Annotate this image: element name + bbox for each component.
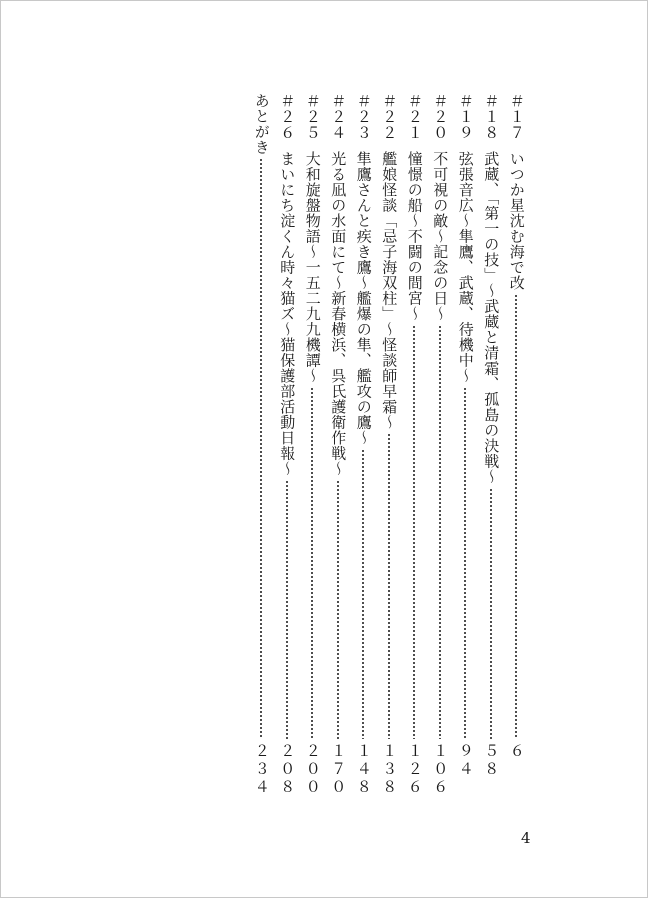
dot-leader [464, 387, 466, 740]
dot-leader [439, 325, 441, 740]
toc-entry-page: １０６ [431, 743, 450, 797]
toc-entry-21[interactable] [402, 93, 428, 795]
toc-entry-page: ２０８ [278, 743, 297, 797]
dot-leader [260, 158, 262, 739]
dot-leader [388, 433, 390, 739]
toc-entry-afterword[interactable] [249, 93, 275, 795]
toc-entry-title: まいにち淀くん時々猫ズ～猫保護部活動日報～ [278, 151, 297, 477]
toc-entry-title: 不可視の敵～記念の日～ [431, 151, 450, 322]
toc-entry-number: ＃２１ [405, 93, 424, 141]
toc-entry-24[interactable] [325, 93, 351, 795]
toc-entry-number: ＃２４ [329, 93, 348, 141]
toc-entry-title: 武蔵、「第一の技」～武蔵と清霜、孤島の決戦～ [482, 151, 501, 485]
dot-leader [490, 488, 492, 740]
toc-entry-number: ＃２０ [431, 93, 450, 141]
toc-entry-page: １４８ [354, 743, 373, 797]
toc-entry-17[interactable] [504, 93, 530, 795]
toc-entry-18[interactable] [478, 93, 504, 795]
toc-entry-number: ＃１８ [482, 93, 501, 141]
toc-entry-title: いつか星沈む海で改 [507, 151, 526, 291]
dot-leader [286, 480, 288, 740]
toc-entry-25[interactable] [300, 93, 326, 795]
toc-entry-page: １３８ [380, 743, 399, 797]
toc-entry-number: ＃２２ [380, 93, 399, 141]
toc-entry-20[interactable] [427, 93, 453, 795]
toc-entry-number: ＃１７ [507, 93, 526, 141]
toc-entry-page: １７０ [329, 743, 348, 797]
toc-entry-title: 弦張音広～隼鷹、武蔵、待機中～ [456, 151, 475, 384]
toc-entry-page: １２６ [405, 743, 424, 797]
toc-entry-page: ９４ [456, 743, 475, 779]
toc-entry-title: あとがき [252, 93, 271, 155]
toc-entry-page: ２００ [303, 743, 322, 797]
toc-entry-title: 艦娘怪談「忌子海双柱」～怪談師早霜～ [380, 151, 399, 430]
toc-entry-page: ５８ [482, 743, 501, 779]
page-number: 4 [521, 829, 531, 847]
toc-entry-title: 憧憬の船～不闘の間宮～ [405, 151, 424, 322]
toc-entry-page: ６ [507, 743, 526, 761]
toc-entry-title: 大和旋盤物語～一五二九九機譚～ [303, 151, 322, 384]
dot-leader [337, 480, 339, 740]
toc-entry-number: ＃１９ [456, 93, 475, 141]
toc-entry-page: ２３４ [252, 743, 271, 797]
toc-entry-title: 隼鷹さんと疾き鷹～艦爆の隼、艦攻の鷹～ [354, 151, 373, 446]
dot-leader [413, 325, 415, 740]
toc-entry-number: ＃２３ [354, 93, 373, 141]
toc-entry-title: 光る凪の水面にて～新春横浜、呉氏護衛作戦～ [329, 151, 348, 477]
toc-entry-22[interactable] [376, 93, 402, 795]
toc-entry-23[interactable] [351, 93, 377, 795]
table-of-contents [249, 93, 530, 795]
toc-entry-26[interactable] [274, 93, 300, 795]
toc-entry-number: ＃２５ [303, 93, 322, 141]
dot-leader [362, 449, 364, 740]
dot-leader [311, 387, 313, 740]
toc-entry-19[interactable] [453, 93, 479, 795]
toc-entry-number: ＃２６ [278, 93, 297, 141]
dot-leader [515, 294, 517, 740]
